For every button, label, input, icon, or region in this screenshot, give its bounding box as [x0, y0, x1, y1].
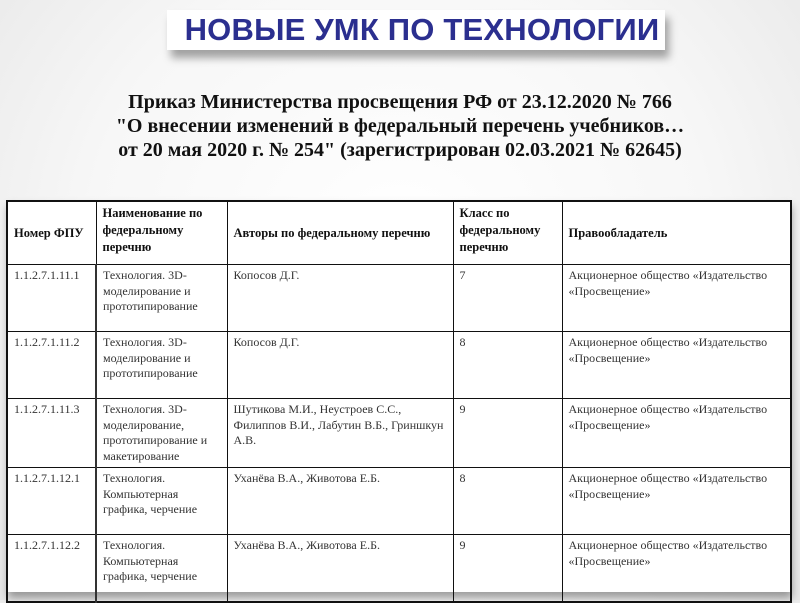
header-rights-holder: Правообладатель: [562, 201, 791, 265]
table-row: [7, 399, 791, 468]
cell-grade: 7: [453, 265, 562, 332]
cell-fpu-number: 1.1.2.7.1.11.3: [7, 399, 96, 468]
cell-grade: 9: [453, 399, 562, 468]
cell-rights-holder: Акционерное общество «Издательство «Просвещение»: [562, 535, 791, 603]
cell-authors: Уханёва В.А., Животова Е.Б.: [227, 535, 453, 603]
cell-rights-holder: Акционерное общество «Издательство «Просвещение»: [562, 332, 791, 399]
header-fpu-number: Номер ФПУ: [7, 201, 96, 265]
cell-title: Технология. 3D-моделирование, прототипирование и макетирование: [96, 399, 227, 468]
decree-heading: [40, 90, 760, 162]
table-header-row: [7, 201, 791, 265]
cell-authors: Шутикова М.И., Неустроев С.С., Филиппов В.И., Лабутин В.Б., Гриншкун А.В.: [227, 399, 453, 468]
cell-authors: Уханёва В.А., Животова Е.Б.: [227, 468, 453, 535]
cell-title: Технология. Компьютерная графика, черчение: [96, 535, 227, 603]
header-grade: Класс по федеральному перечню: [453, 201, 562, 265]
textbook-table-container: [6, 200, 790, 592]
cell-fpu-number: 1.1.2.7.1.12.1: [7, 468, 96, 535]
table-row: [7, 332, 791, 399]
cell-fpu-number: 1.1.2.7.1.11.2: [7, 332, 96, 399]
decree-line-2: "О внесении изменений в федеральный перечень учебников…: [115, 115, 685, 137]
cell-grade: 9: [453, 535, 562, 603]
table-row: [7, 535, 791, 603]
cell-authors: Копосов Д.Г.: [227, 332, 453, 399]
cell-grade: 8: [453, 332, 562, 399]
decree-line-3: от 20 мая 2020 г. № 254" (зарегистрирован 02.03.2021 № 62645): [118, 139, 682, 161]
textbook-table: [6, 200, 792, 603]
title-banner: [167, 10, 665, 50]
header-authors: Авторы по федеральному перечню: [227, 201, 453, 265]
cell-rights-holder: Акционерное общество «Издательство «Просвещение»: [562, 468, 791, 535]
cell-title: Технология. 3D-моделирование и прототипирование: [96, 265, 227, 332]
table-row: [7, 468, 791, 535]
cell-grade: 8: [453, 468, 562, 535]
cell-rights-holder: Акционерное общество «Издательство «Просвещение»: [562, 265, 791, 332]
cell-title: Технология. Компьютерная графика, черчение: [96, 468, 227, 535]
cell-rights-holder: Акционерное общество «Издательство «Просвещение»: [562, 399, 791, 468]
cell-fpu-number: 1.1.2.7.1.12.2: [7, 535, 96, 603]
table-row: [7, 265, 791, 332]
cell-title: Технология. 3D-моделирование и прототипирование: [96, 332, 227, 399]
cell-authors: Копосов Д.Г.: [227, 265, 453, 332]
decree-line-1: Приказ Министерства просвещения РФ от 23.12.2020 № 766: [128, 91, 672, 113]
cell-fpu-number: 1.1.2.7.1.11.1: [7, 265, 96, 332]
banner-title: НОВЫЕ УМК ПО ТЕХНОЛОГИИ: [184, 12, 660, 47]
header-title: Наименование по федеральному перечню: [96, 201, 227, 265]
